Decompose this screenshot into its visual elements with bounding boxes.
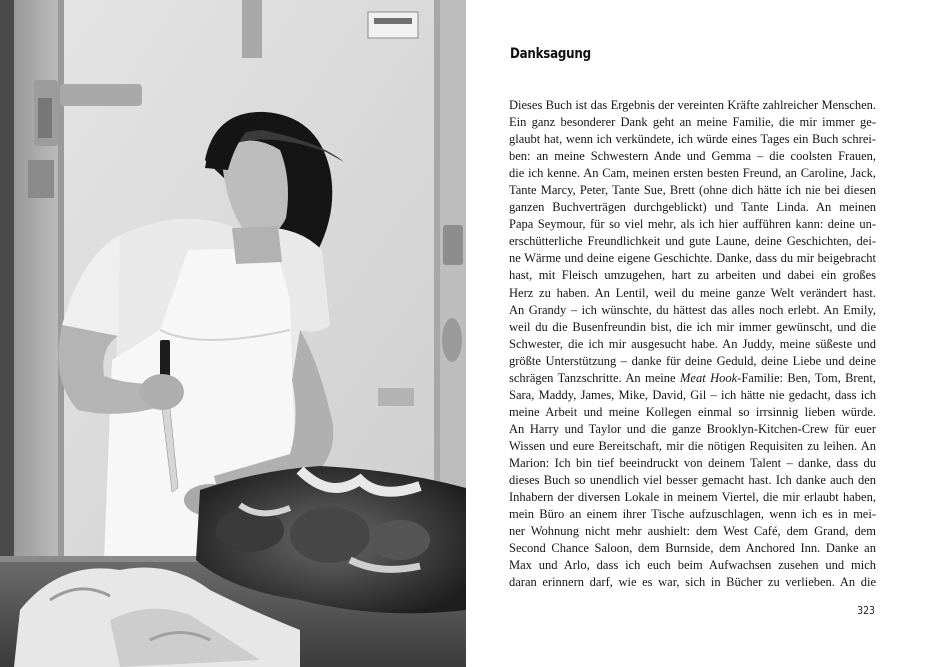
text-line: meine Arbeit und meine Kollegen einmal so irrsinnig lieben würde. [509, 404, 876, 419]
page-number: 323 [857, 604, 875, 617]
text-line: daran erinnern darf, wie es war, sich in Bücher zu verlieben. An die [509, 575, 876, 590]
photo-illustration [0, 0, 466, 667]
text-line: ganzen Buchverträgen durchgeblickt) und Tante Linda. An meinen [509, 200, 876, 215]
text-line: Ein ganz besonderer Dank geht an meine Familie, die mir immer ge- [509, 115, 876, 130]
text-line: erschütterliche Freundlichkeit und gute Laune, deine Geschichten, dei- [509, 234, 876, 249]
text-line: ne Wärme und deine eigene Geschichte. Danke, dass du mir beigebracht [509, 251, 876, 266]
text-line: die ich kenne. An Cam, meinen ersten besten Freund, an Caroline, Jack, [509, 166, 876, 181]
text-line: schrägen Tanzschritte. An meine Meat Hook-Familie: Ben, Tom, Brent, [509, 370, 876, 385]
text-line: Herz zu haben. An Lentil, weil du meine ganze Welt verändert hast. [509, 285, 876, 300]
text-line: dieses Buch so unendlich viel besser gemacht hast. Ich danke auch den [509, 473, 876, 488]
text-line: Tante Marcy, Peter, Tante Sue, Brett (ohne dich hätte ich nie bei diesen [509, 183, 876, 198]
text-line: mein Büro an einem ihrer Tische aufzuschlagen, wenn ich es in mei- [509, 507, 876, 522]
chapter-heading: Danksagung [510, 46, 591, 62]
text-page [466, 0, 933, 667]
text-line: Marion: Ich bin tief beeindruckt von deinem Talent – danke, dass du [509, 455, 876, 470]
text-line: Second Chance Saloon, dem Burnside, dem Anchored Inn. Danke an [509, 541, 876, 556]
text-line: Inhabern der diversen Lokale in meinem Viertel, die mir erlaubt haben, [509, 490, 876, 505]
text-line: Papa Seymour, für so viel mehr, als ich hier aufführen kann: deine un- [509, 217, 876, 232]
text-line: An Grandy – ich wünschte, du hättest das alles noch erlebt. An Emily, [509, 302, 876, 317]
text-line: Sara, Maddy, James, Mike, David, Gil – ich hätte nie gedacht, dass ich [509, 387, 876, 402]
text-line: glaubt hat, wenn ich verkündete, ich würde eines Tages ein Buch schrei- [509, 132, 876, 147]
text-line: Max und Arlo, dass ich euch beim Aufwachsen zusehen und mich [509, 558, 876, 573]
acknowledgements-text [509, 97, 876, 591]
text-line: weil du die Busenfreundin bist, die ich mir immer gewünscht, und die [509, 319, 876, 334]
text-line: Dieses Buch ist das Ergebnis der vereinten Kräfte zahlreicher Menschen. [509, 98, 876, 112]
text-line: ben: an meine Schwestern Ande und Gemma – die coolsten Frauen, [509, 149, 876, 164]
butcher-photo [0, 0, 466, 667]
text-line: Schwester, die ich mir ausgesucht habe. An Juddy, meine süßeste und [509, 336, 876, 351]
text-line: größte Unterstützung – danke für deine Geduld, deine Liebe und deine [509, 353, 876, 368]
text-line: An Harry und Taylor und die ganze Brooklyn-Kitchen-Crew für euer [509, 421, 876, 436]
text-line: ner Wohnung nicht mehr aushielt: dem West Café, dem Grand, dem [509, 524, 876, 539]
text-line: hast, mit Fleisch umzugehen, hart zu arbeiten und dabei ein großes [509, 268, 876, 283]
text-line: Wissen und eure Bereitschaft, mir die nötigen Requisiten zu leihen. An [509, 438, 876, 453]
